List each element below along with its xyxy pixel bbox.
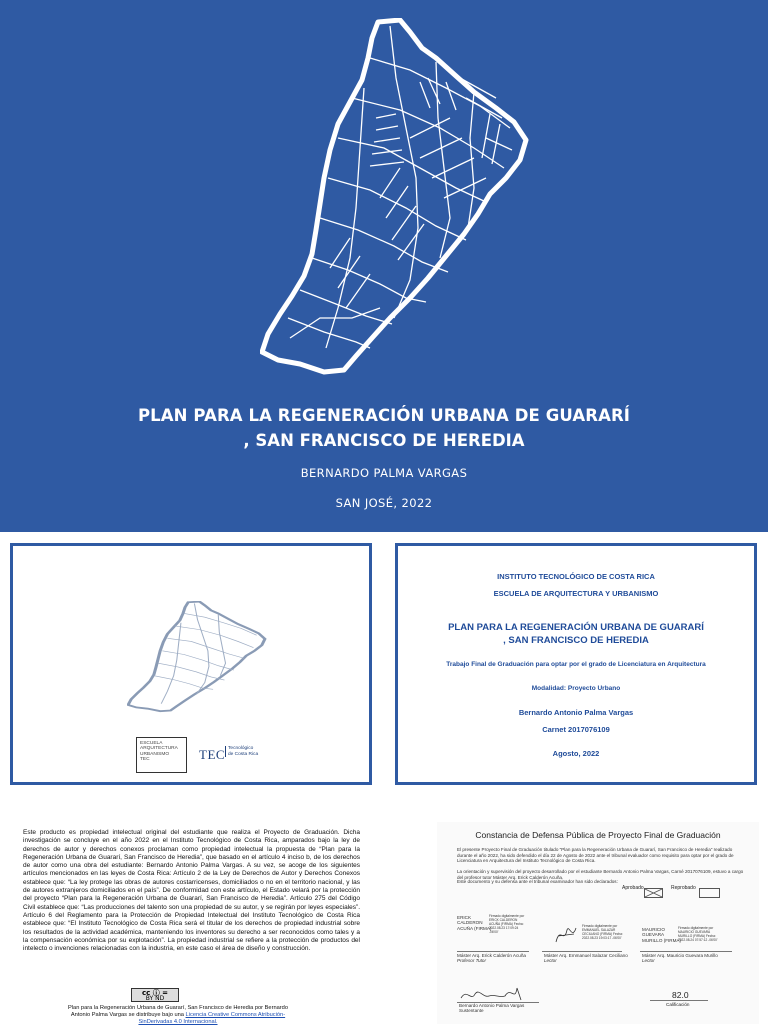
signature-line	[457, 951, 529, 952]
author-name: Bernardo Antonio Palma Vargas	[518, 708, 634, 717]
creative-commons-icon[interactable]	[131, 988, 179, 1002]
student-caption	[459, 1003, 524, 1014]
document-date: Agosto, 2022	[552, 749, 600, 758]
signer-3-digital-stamp: Firmado digitalmente por MAURICIO GUEVARA MURILLO (FIRMA) Fecha: 2022.08.24 07:57:12 -06'00'	[678, 926, 718, 942]
cover-author: BERNARDO PALMA VARGAS	[300, 466, 468, 480]
signer-caption-text: Máster Arq. Mauricio Guevara Murillo	[642, 953, 718, 958]
escuela-line: ARQUITECTURA	[140, 746, 178, 752]
reprobado-label: Reprobado	[671, 885, 696, 891]
logo-panel	[10, 543, 372, 785]
student-handwritten-signature	[459, 984, 524, 1004]
degree-text: Trabajo Final de Graduación para optar por el grado de Licenciatura en Arquitectura	[446, 661, 706, 668]
license-line: Plan para la Regeneración Urbana de Guararí, San Francisco de Heredia por Bernardo	[67, 1005, 289, 1011]
license-link-continued[interactable]: SinDerivadas 4.0 Internacional.	[138, 1019, 218, 1025]
signer-role: Lector	[642, 958, 655, 964]
certificate-paragraph-3: Este documento y su defensa ante el tribunal examinador han sido declarados:	[457, 879, 618, 884]
guarari-map-illustration	[260, 18, 530, 378]
tec-logo-text: TEC	[199, 747, 226, 762]
license-notice	[28, 1005, 328, 1026]
signer-role: Profesor Tutor	[457, 958, 487, 964]
signer-1-caption	[457, 953, 526, 964]
signer-2-caption	[544, 953, 628, 964]
approved-label: Aprobado	[622, 885, 644, 891]
modality-text: Modalidad: Proyecto Urbano	[531, 685, 621, 692]
check-x-icon	[645, 889, 662, 897]
signer-role: Lector	[544, 958, 557, 964]
escuela-line: TEC	[140, 756, 150, 762]
escuela-line: URBANISMO	[140, 751, 170, 757]
grade-line	[650, 1000, 708, 1001]
cover-title-line-1: PLAN PARA LA REGENERACIÓN URBANA DE GUARARÍ	[137, 406, 630, 425]
grade-label: Calificación	[666, 1002, 690, 1007]
signer-3-caption	[642, 953, 718, 964]
tec-sub-line: de Costa Rica	[228, 751, 259, 757]
tec-logo	[199, 747, 225, 763]
license-line: Antonio Palma Vargas se distribuye bajo una	[70, 1012, 184, 1018]
signer-line: CALDERON	[457, 920, 483, 926]
tec-sub-line: Tecnológico	[228, 746, 254, 751]
escuela-line: ESCUELA	[140, 741, 163, 746]
project-title-line-2: , SAN FRANCISCO DE HEREDIA	[503, 635, 649, 646]
intellectual-property-text: Este producto es propiedad intelectual original del estudiante que realiza el Proyecto de Graduación. Dicha investigación se concluye en el año 2022 en el Instituto Tecnológico de Costa Rica, amparados bajo la ley de derechos de autor y derechos conexos proclaman como propiedad intelectual la propuesta de “Plan para la Regeneración Urbana de Guararí, San Francisco de Heredia”, que basado en el artículo 4 inciso b, de los derechos de autor como una obra del estudiante: Bernardo Antonio Palma Vargas. A su vez, se acoge de los siguientes artículos mencionados en las leyes de Costa Rica: Artículo 2 de la Ley de Derechos de Autor y Derechos Conexos establece que: “La ley protege las obras de autores costarricenses, domiciliados o no en el territorio nacional, y las de autores extranjeros domiciliados en el país”. De conformidad con este artículo, el Estado velará por la protección del proyecto “Plan para la Regeneración Urbana de Guararí, San Francisco de Heredia”. Artículo 275 del Código Civil establece que: “Las producciones del talento son una propiedad de su autor, y se regirán por leyes especiales”. Artículo 6 del Reglamento para la Protección de Propiedad Intelectual del Instituto Tecnológico de Costa Rica establece que: “El Instituto Tecnológico de Costa Rica será el titular de los derechos de propiedad industrial sobre los resultados de la actividad académica, manteniendo los inventores su derecho a ser reconocidos como tales y a la compensación económica por su explotación”. La propiedad industrial se refiere a la protección de productos del intelecto o invenciones relacionadas con la industria, en este caso el área de diseño y construcción.	[23, 829, 360, 953]
certificate-title: Constancia de Defensa Pública de Proyecto Final de Graduación	[475, 830, 721, 840]
cover-title-line-2: , SAN FRANCISCO DE HEREDIA	[243, 431, 525, 450]
signer-1-name	[457, 915, 491, 931]
project-title-line-1: PLAN PARA LA REGENERACIÓN URBANA DE GUARARÍ	[448, 622, 704, 633]
certificate-paragraph-1: El presente Proyecto Final de Graduación titulado “Plan para la Regeneración Urbana de Guararí, San Francisco de Heredia” realizado durante el año 2022, ha sido defendido el día 22 de Agosto de 2022 ante el tribunal evaluador como requisito para optar por el grado de Licenciatura en Arquitectura del Instituto Tecnológico de Costa Rica.	[457, 847, 734, 863]
signer-line: MURILLO (FIRMA)	[642, 937, 682, 943]
signature-line	[542, 951, 622, 952]
reprobado-checkbox	[699, 888, 720, 898]
institution-name: INSTITUTO TECNOLÓGICO DE COSTA RICA	[497, 572, 655, 581]
signer-line: MAURICIO	[642, 927, 665, 932]
school-name: ESCUELA DE ARQUITECTURA Y URBANISMO	[493, 589, 659, 598]
signer-3-name	[642, 927, 681, 943]
cc-badge-top: cc ⓘ =	[141, 989, 169, 997]
signer-2-handwritten-signature	[554, 922, 579, 946]
signer-2-digital-stamp: Firmado digitalmente por EMMANUEL SALAZAR CECILIANO (FIRMA) Fecha: 2022.08.23 19:03:17 -06'00'	[582, 924, 623, 940]
carnet-number: Carnet 2017076109	[542, 725, 610, 734]
title-page-panel	[395, 543, 757, 785]
signature-line	[640, 951, 732, 952]
signer-caption-text: Máster Arq. Emmanuel Salazar Ceciliano	[544, 953, 628, 958]
license-link[interactable]: Licencia Creative Commons Atribución-	[185, 1012, 286, 1018]
cover-place-year: SAN JOSÉ, 2022	[335, 496, 433, 510]
certificate-paragraph-2: La orientación y supervisión del proyecto desarrollado por el estudiante Bernardo Antonio Palma Vargas, Carné 2017076109, estuvo a cargo del profesor tutor Máster Arq. Erick Calderón Acuña.	[457, 869, 744, 880]
cc-badge-bottom: BY ND	[145, 995, 165, 1002]
signer-1-digital-stamp: Firmado digitalmente por ERICK CALDERON ACUÑA (FIRMA) Fecha: 2022.08.23 17:09:24 -06'00'	[489, 914, 525, 934]
signer-caption-text: Máster Arq. Erick Calderón Acuña	[457, 953, 526, 958]
escuela-logo	[136, 737, 187, 773]
defense-certificate	[437, 822, 759, 1024]
signer-line: ACUÑA (FIRMA)	[457, 925, 492, 931]
approved-checkbox	[644, 888, 663, 898]
grade-value: 82.0	[672, 990, 689, 1000]
signer-line: GUEVARA	[642, 932, 665, 938]
student-name: Bernardo Antonio Palma Vargas	[459, 1003, 525, 1008]
tec-logo-subtitle	[225, 746, 258, 757]
guarari-map-thumbnail	[127, 601, 267, 713]
signer-line: ERICK	[457, 915, 472, 920]
student-role: Sustentante	[459, 1008, 484, 1014]
